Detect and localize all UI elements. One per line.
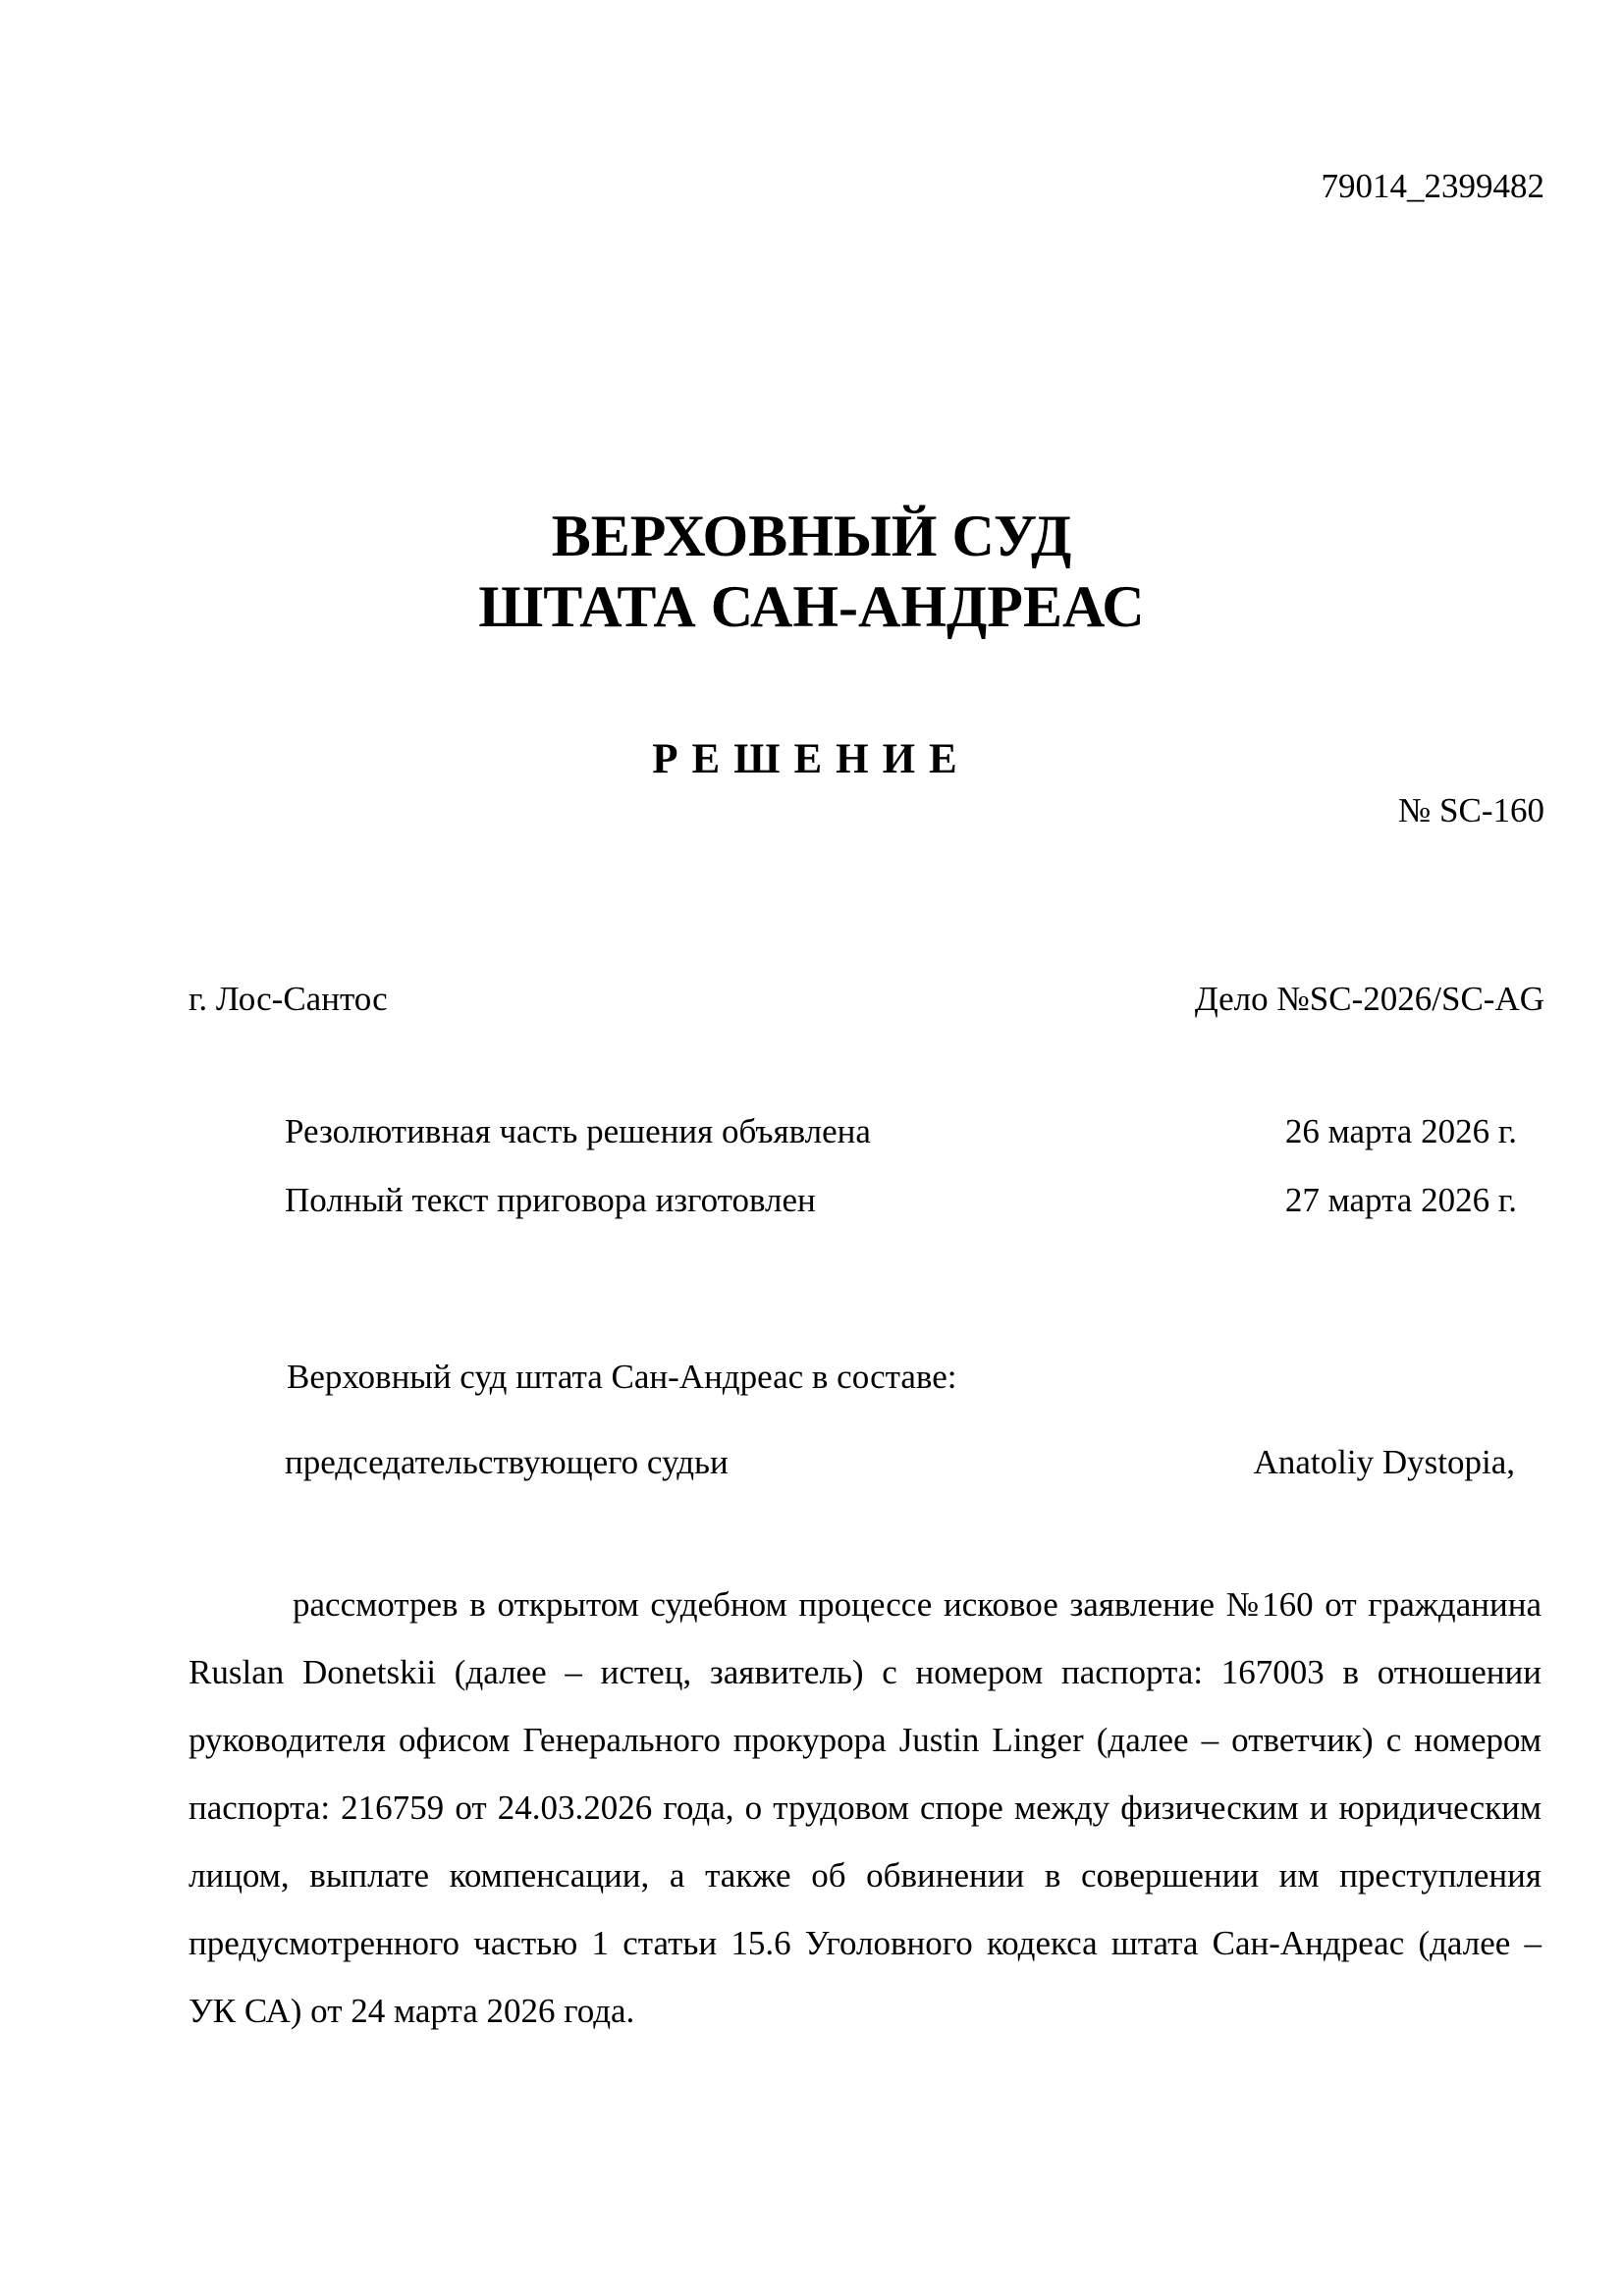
court-title: [0, 501, 1623, 642]
presiding-label: председательствующего судьи: [285, 1443, 729, 1481]
decision-number: № SC-160: [1397, 791, 1544, 829]
announced-date: 26 марта 2026 г.: [1284, 1112, 1517, 1150]
fulltext-date: 27 марта 2026 г.: [1284, 1181, 1517, 1219]
court-composition: Верховный суд штата Сан-Андреас в составе:: [287, 1358, 957, 1396]
presiding-judge: Anatoliy Dystopia,: [1253, 1443, 1515, 1481]
court-title-line-2: ШТАТА САН-АНДРЕАС: [478, 574, 1145, 639]
fulltext-label: Полный текст приговора изготовлен: [285, 1181, 816, 1219]
court-title-line-1: ВЕРХОВНЫЙ СУД: [551, 504, 1072, 568]
announced-label: Резолютивная часть решения объявлена: [285, 1112, 871, 1150]
city: г. Лос-Сантос: [189, 980, 388, 1018]
case-number: Дело №SC-2026/SC-AG: [1194, 980, 1544, 1018]
document-id: 79014_2399482: [1321, 167, 1544, 205]
body-paragraph: рассмотрев в открытом судебном процессе исковое заявление №160 от гражданина Ruslan Donetskii (далее – истец, заявитель) с номером паспорта: 167003 в отношении руководителя офисом Генерального прокурора Justin Linger (далее – ответчик) с номером паспорта: 216759 от 24.03.2026 года, о трудовом споре между физическим и юридическим лицом, выплате компенсации, а также об обвинении в совершении им преступления предусмотренного частью 1 статьи 15.6 Уголовного кодекса штата Сан-Андреас (далее – УК СА) от 24 марта 2026 года.: [189, 1585, 1542, 2030]
decision-heading: РЕШЕНИЕ: [652, 736, 971, 782]
